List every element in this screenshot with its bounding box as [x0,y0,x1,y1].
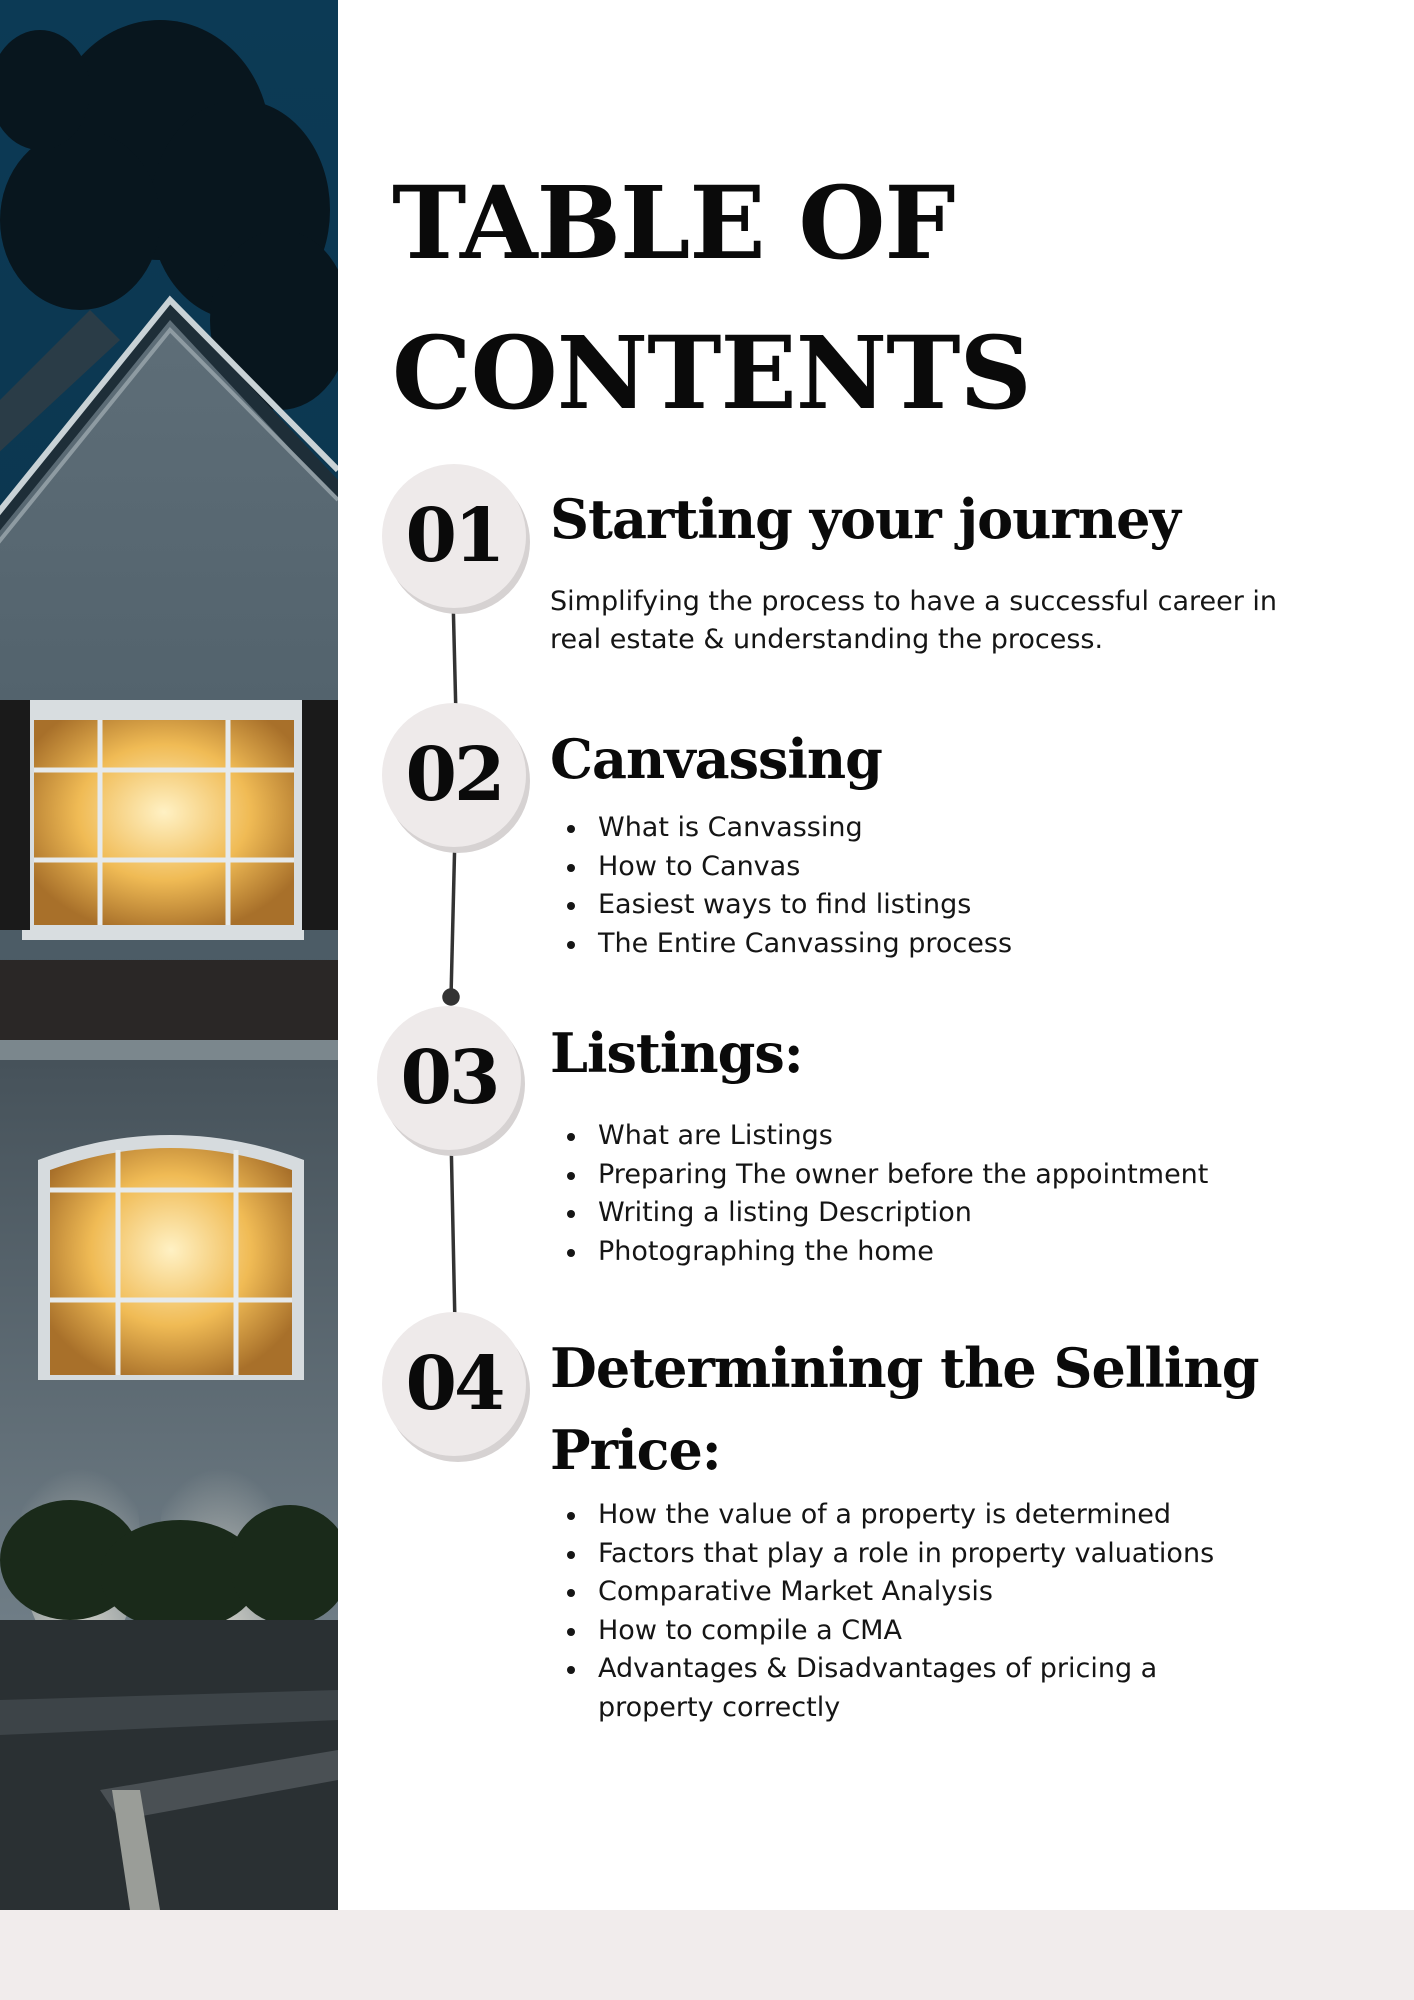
list-item: Easiest ways to find listings [598,886,1378,925]
list-item: Advantages & Disadvantages of pricing a property correctly [598,1650,1258,1727]
list-item: Photographing the home [598,1233,1378,1272]
list-item: The Entire Canvassing process [598,925,1378,964]
list-item: Preparing The owner before the appointment [598,1156,1378,1195]
list-item: How to Canvas [598,848,1378,887]
section-heading-determining-the-selling-price: Determining the Selling Price: [550,1336,1259,1482]
canvassing-topics-list [550,809,1378,963]
house-photo [0,0,338,1910]
section-number-02: 02 [382,703,526,847]
title-line-2: CONTENTS [392,314,1031,432]
listings-topics-list [550,1117,1378,1271]
list-item: Writing a listing Description [598,1194,1378,1233]
title-line-1: TABLE OF [392,164,955,282]
section-number-04: 04 [382,1312,526,1456]
section-heading-canvassing: Canvassing [550,727,882,791]
footer-strip [0,1910,1414,2000]
section-heading-listings: Listings: [550,1021,803,1085]
list-item: How the value of a property is determined [598,1496,1258,1535]
section-heading-starting-your-journey: Starting your journey [550,487,1180,551]
section-number-03: 03 [377,1006,521,1150]
selling-price-topics-list [550,1496,1258,1727]
list-item: What is Canvassing [598,809,1378,848]
section-number-01: 01 [382,464,526,608]
list-item: Comparative Market Analysis [598,1573,1258,1612]
section-description-starting-your-journey: Simplifying the process to have a successful career in real estate & understanding the process. [550,586,1278,655]
list-item: What are Listings [598,1117,1378,1156]
page-title [392,148,1092,448]
list-item: Factors that play a role in property valuations [598,1535,1258,1574]
list-item: How to compile a CMA [598,1612,1258,1651]
